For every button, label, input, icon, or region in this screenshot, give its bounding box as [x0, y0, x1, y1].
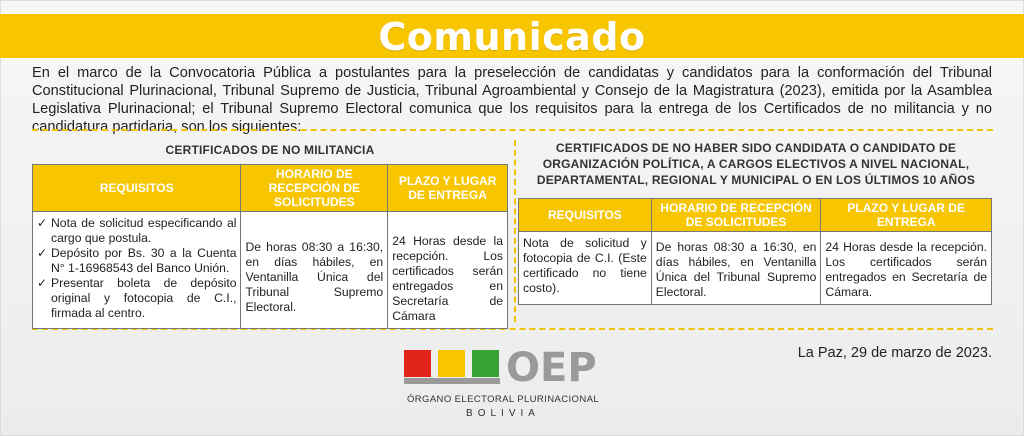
left-section-title: CERTIFICADOS DE NO MILITANCIA — [165, 143, 375, 157]
right-table — [518, 198, 992, 305]
left-requisitos-cell — [33, 212, 241, 329]
right-section-title: CERTIFICADOS DE NO HABER SIDO CANDIDATA O CANDIDATO DE ORGANIZACIÓN POLÍTICA, A CARGOS ELECTIVOS A NIVEL NACIONAL, DEPARTAMENTAL, REGIONAL Y MUNICIPAL O EN LOS ÚLTIMOS 10 AÑOS — [536, 141, 976, 187]
right-table-header-row — [519, 199, 992, 232]
right-table-row — [519, 232, 992, 305]
right-header-plazo: PLAZO Y LUGAR DE ENTREGA — [821, 199, 992, 232]
date-text: La Paz, 29 de marzo de 2023. — [797, 345, 992, 361]
list-item: ✓ Presentar boleta de depósito original y fotocopia de C.I., firmada al centro. — [37, 276, 237, 320]
right-header-requisitos: REQUISITOS — [519, 199, 652, 232]
left-header-plazo: PLAZO Y LUGAR DE ENTREGA — [388, 165, 508, 212]
check-icon: ✓ — [37, 246, 48, 260]
logo-bar — [404, 378, 500, 384]
check-icon: ✓ — [37, 216, 48, 230]
left-horario-cell: De horas 08:30 a 16:30, en días hábiles, en Ventanilla Única del Tribunal Supremo Electoral. — [241, 212, 388, 329]
left-table — [32, 164, 508, 329]
page-title: Comunicado — [378, 15, 646, 59]
logo-acronym: OEP — [506, 345, 597, 391]
divider-vertical — [514, 140, 516, 322]
list-item: ✓ Nota de solicitud especificando al cargo que postula. — [37, 216, 237, 245]
logo-country: BOLIVIA — [466, 408, 540, 419]
logo-org-name: ÓRGANO ELECTORAL PLURINACIONAL — [406, 394, 600, 405]
left-header-requisitos: REQUISITOS — [33, 165, 241, 212]
logo-red-square — [404, 350, 431, 377]
right-horario-cell: De horas 08:30 a 16:30, en días hábiles, en Ventanilla Única del Tribunal Supremo Electoral. — [651, 232, 821, 305]
list-item: ✓ Depósito por Bs. 30 a la Cuenta N° 1-16968543 del Banco Unión. — [37, 246, 237, 275]
logo-green-square — [472, 350, 499, 377]
left-table-row — [33, 212, 508, 329]
intro-paragraph: En el marco de la Convocatoria Pública a postulantes para la preselección de candidatas y candidatos para la conformación del Tribunal Constitucional Plurinacional, Tribunal Supremo de Justicia, Tribunal Agroambiental y Consejo de la Magistratura (2023), emitida por la Asamblea Legislativa Plurinacional; el Tribunal Supremo Electoral comunica que los requisitos para la entrega de los Certificados de no militancia y no candidatura partidaria, son los siguientes: — [32, 65, 992, 135]
right-header-horario: HORARIO DE RECEPCIÓN DE SOLICITUDES — [651, 199, 821, 232]
logo-yellow-square — [438, 350, 465, 377]
divider-top — [32, 129, 993, 131]
check-icon: ✓ — [37, 276, 48, 290]
right-requisitos-cell: Nota de solicitud y fotocopia de C.I. (Este certificado no tiene costo). — [519, 232, 652, 305]
left-table-header-row — [33, 165, 508, 212]
right-plazo-cell: 24 Horas desde la recepción. Los certificados serán entregados en Secretaría de Cámara. — [821, 232, 992, 305]
oep-logo — [404, 345, 624, 430]
left-plazo-cell: 24 Horas desde la recepción. Los certificados serán entregados en Secretaría de Cámara — [388, 212, 508, 329]
left-header-horario: HORARIO DE RECEPCIÓN DE SOLICITUDES — [241, 165, 388, 212]
